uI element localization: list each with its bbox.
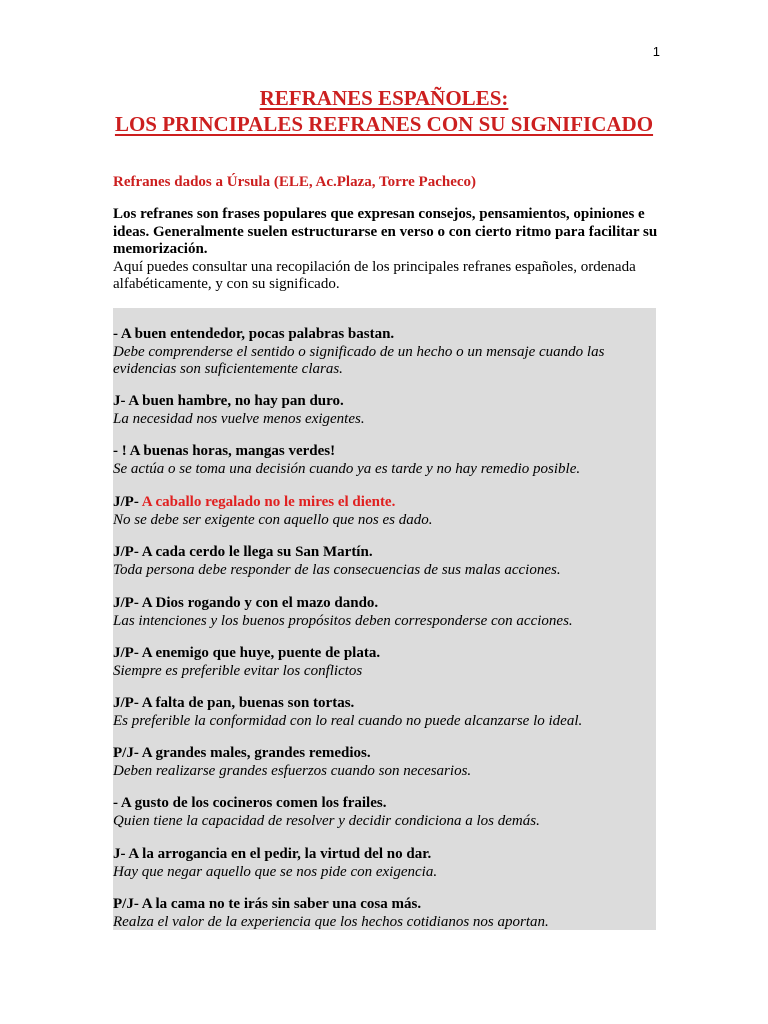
refran-saying: J- A buen hambre, no hay pan duro. xyxy=(113,393,344,409)
refran-meaning: La necesidad nos vuelve menos exigentes. xyxy=(113,410,365,427)
list-item xyxy=(113,645,648,680)
refran-meaning: Hay que negar aquello que se nos pide con exigencia. xyxy=(113,863,438,880)
document-title: REFRANES ESPAÑOLES: xyxy=(259,86,509,110)
refran-meaning: Las intenciones y los buenos propósitos deben corresponderse con acciones. xyxy=(113,612,573,629)
refranes-list xyxy=(113,308,656,930)
refran-saying: - A buen entendedor, pocas palabras bastan. xyxy=(113,326,395,342)
refran-meaning: No se debe ser exigente con aquello que nos es dado. xyxy=(113,511,433,528)
intro-bold-text: Los refranes son frases populares que expresan consejos, pensamientos, opiniones e ideas. Generalmente suelen estructurarse en verso o con cierto ritmo para facilitar su memorización. xyxy=(113,206,658,257)
refran-saying: J/P- A cada cerdo le llega su San Martín. xyxy=(113,544,373,560)
list-item xyxy=(113,695,648,730)
list-item xyxy=(113,896,648,931)
refran-meaning: Es preferible la conformidad con lo real cuando no puede alcanzarse lo ideal. xyxy=(113,712,583,729)
refran-saying: J/P- A falta de pan, buenas son tortas. xyxy=(113,695,355,711)
document-subtitle-title: LOS PRINCIPALES REFRANES CON SU SIGNIFICADO xyxy=(114,112,654,136)
list-item xyxy=(113,795,648,830)
intro-normal-text: Aquí puedes consultar una recopilación de los principales refranes españoles, ordenada alfabéticamente, y con su significado. xyxy=(113,258,636,292)
page-number: 1 xyxy=(652,44,660,59)
refran-saying: P/J- A la cama no te irás sin saber una cosa más. xyxy=(113,896,422,912)
refran-meaning: Deben realizarse grandes esfuerzos cuando son necesarios. xyxy=(113,762,472,779)
refran-saying: J- A la arrogancia en el pedir, la virtud del no dar. xyxy=(113,846,432,862)
list-item xyxy=(113,494,648,529)
list-item xyxy=(113,443,648,478)
refran-saying: J/P- A caballo regalado no le mires el diente. xyxy=(113,494,396,510)
refran-meaning: Quien tiene la capacidad de resolver y decidir condiciona a los demás. xyxy=(113,812,540,829)
refran-meaning: Toda persona debe responder de las consecuencias de sus malas acciones. xyxy=(113,561,561,578)
list-item xyxy=(113,544,648,579)
refran-saying: J/P- A enemigo que huye, puente de plata. xyxy=(113,645,381,661)
list-item xyxy=(113,393,648,428)
refran-meaning: Siempre es preferible evitar los conflictos xyxy=(113,662,363,679)
list-item xyxy=(113,595,648,630)
refran-meaning: Debe comprenderse el sentido o significado de un hecho o un mensaje cuando las evidencias son suficientemente claras. xyxy=(113,343,605,377)
refran-saying: - ! A buenas horas, mangas verdes! xyxy=(113,443,336,459)
list-item xyxy=(113,326,648,379)
refran-saying: J/P- A Dios rogando y con el mazo dando. xyxy=(113,595,379,611)
list-item xyxy=(113,745,648,780)
refran-saying: - A gusto de los cocineros comen los frailes. xyxy=(113,795,387,811)
refran-saying: P/J- A grandes males, grandes remedios. xyxy=(113,745,371,761)
refran-meaning: Se actúa o se toma una decisión cuando ya es tarde y no hay remedio posible. xyxy=(113,460,581,477)
intro-paragraph xyxy=(113,206,658,294)
source-note: Refranes dados a Úrsula (ELE, Ac.Plaza, Torre Pacheco) xyxy=(113,174,477,190)
list-item xyxy=(113,846,648,881)
refran-meaning: Realza el valor de la experiencia que los hechos cotidianos nos aportan. xyxy=(113,913,549,930)
